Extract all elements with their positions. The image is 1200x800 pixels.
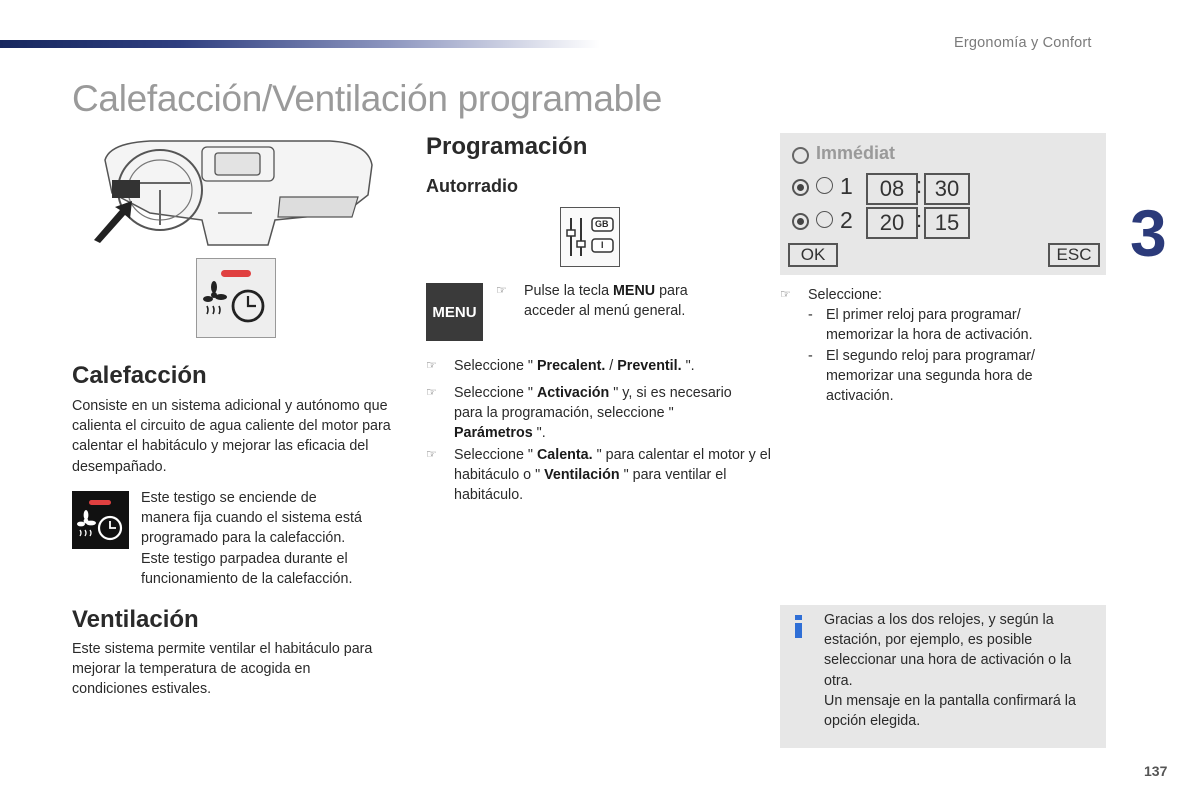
clock-icon [816, 177, 833, 194]
radio-badge-top: GB [595, 219, 609, 229]
step-select-preheat: ☞ Seleccione " Precalent. / Preventil. ". [426, 356, 764, 376]
indicator-line: funcionamiento de la calefacción. [141, 570, 353, 587]
header-gradient-bar [0, 40, 600, 48]
ok-button: OK [788, 243, 838, 267]
chapter-number: 3 [1130, 196, 1167, 270]
finger-pointer-icon: ☞ [426, 447, 437, 461]
page-title: Calefacción/Ventilación programable [72, 78, 663, 119]
ventilation-heading: Ventilación [72, 606, 199, 633]
page-number: 137 [1144, 763, 1168, 779]
radio-screen [780, 133, 1106, 275]
clock2-hour: 20 [866, 207, 918, 239]
esc-button: ESC [1048, 243, 1100, 267]
menu-key: MENU [426, 283, 483, 341]
clock1-number: 1 [840, 173, 853, 199]
clock2-instruction: - El segundo reloj para programar/ memorizar una segunda hora de activación. [808, 348, 1036, 405]
info-text-1: Gracias a los dos relojes, y según la estación, por ejemplo, es posible seleccionar una hora de activación o la otra. [824, 612, 1072, 689]
indicator-line: programado para la calefacción. [141, 530, 346, 547]
step-press-menu: ☞ Pulse la tecla MENU para acceder al menú general. [496, 281, 739, 321]
info-icon [795, 615, 803, 637]
programming-heading: Programación [426, 133, 588, 160]
radio-control-icon [560, 207, 620, 267]
step-select-clock: ☞ Seleccione: [780, 285, 1108, 305]
finger-pointer-icon: ☞ [426, 385, 437, 399]
section-name: Ergonomía y Confort [954, 35, 1092, 51]
heating-indicator-large [196, 258, 276, 338]
fan-clock-icon [72, 491, 129, 549]
radio-badge-bottom: I [601, 240, 604, 250]
heating-text: Consiste en un sistema adicional y autónomo que calienta el circuito de agua caliente del motor para calentar el habitáculo y mejorar las eficacia del desempañado. [72, 398, 391, 475]
clock2-minute: 15 [924, 207, 970, 239]
indicator-line: manera fija cuando el sistema está [141, 510, 362, 527]
ventilation-text: Este sistema permite ventilar el habitáculo para mejorar la temperatura de acogida en condiciones estivales. [72, 641, 373, 698]
info-box [780, 605, 1106, 748]
clock1-minute: 30 [924, 173, 970, 205]
indicator-line: Este testigo parpadea durante el [141, 550, 348, 567]
indicator-line: Este testigo se enciende de [141, 490, 317, 506]
step-select-heating: ☞ Seleccione " Calenta. " para calentar el motor y el habitáculo o " Ventilación " para ventilar el habitáculo. [426, 445, 784, 506]
clock-icon [816, 211, 833, 228]
clock2-number: 2 [840, 207, 853, 233]
heating-indicator-small [72, 491, 129, 549]
radio-subheading: Autorradio [426, 176, 518, 196]
clock2-colon: : [916, 207, 923, 232]
step-select-activation: ☞ Seleccione " Activación " y, si es necesario para la programación, seleccione " Parámetros ". [426, 383, 734, 444]
radio-option-clock2 [792, 213, 809, 230]
radio-option-immediate [792, 147, 809, 164]
immediate-label: Immédiat [816, 143, 896, 163]
clock1-colon: : [916, 173, 923, 198]
finger-pointer-icon: ☞ [496, 283, 507, 297]
clock1-instruction: - El primer reloj para programar/ memorizar la hora de activación. [808, 307, 1033, 344]
finger-pointer-icon: ☞ [780, 287, 791, 301]
dashboard-illustration [90, 135, 375, 250]
fan-clock-icon [197, 259, 275, 337]
clock1-hour: 08 [866, 173, 918, 205]
indicator-description [141, 488, 391, 589]
finger-pointer-icon: ☞ [426, 358, 437, 372]
radio-knob-icon [561, 208, 619, 266]
radio-option-clock1 [792, 179, 809, 196]
info-text-2: Un mensaje en la pantalla confirmará la opción elegida. [824, 693, 1076, 730]
heating-heading: Calefacción [72, 362, 207, 389]
